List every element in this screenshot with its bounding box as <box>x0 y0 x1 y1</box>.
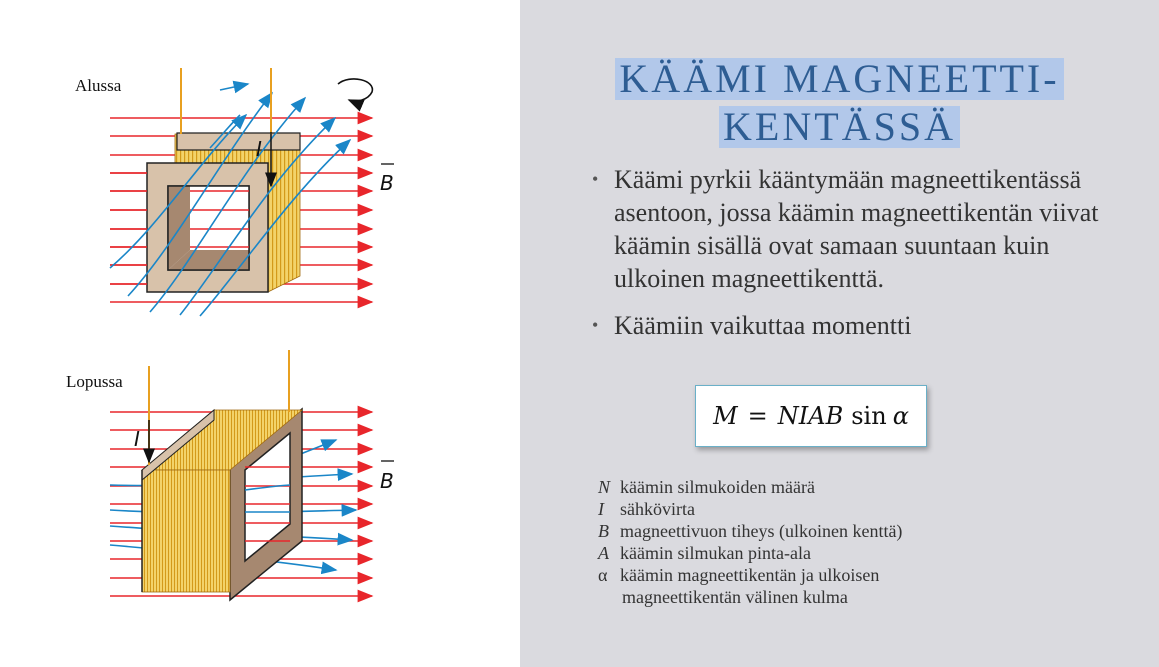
formula-vars: NIAB <box>777 402 844 430</box>
legend-text: käämin silmukoiden määrä <box>620 477 815 497</box>
legend-row <box>598 476 1118 498</box>
bottom-field-symbol: B <box>380 469 394 493</box>
legend-symbol: B <box>598 521 609 541</box>
title-line-2: KENTÄSSÄ <box>719 106 960 148</box>
bullet-dot-icon: • <box>592 169 599 189</box>
bullet-dot-icon: • <box>592 315 599 335</box>
legend-continuation: magneettikentän välinen kulma <box>622 587 848 607</box>
formula-angle: α <box>892 402 909 430</box>
torque-formula <box>695 385 927 447</box>
legend-row <box>598 564 1118 586</box>
figure-panel <box>0 0 520 667</box>
bullet-list <box>592 163 1112 356</box>
top-figure <box>110 68 394 316</box>
formula-sin: sin <box>851 402 887 430</box>
coil-diagram <box>0 0 520 667</box>
formula-equals: = <box>747 402 768 430</box>
bullet-text: Käämiin vaikuttaa momentti <box>614 311 912 340</box>
legend-text: käämin silmukan pinta-ala <box>620 543 811 563</box>
legend-symbol: A <box>598 543 609 563</box>
legend-row <box>598 542 1118 564</box>
legend-symbol: N <box>598 477 611 497</box>
title-line-1: KÄÄMI MAGNEETTI- <box>615 58 1063 100</box>
legend-symbol: I <box>598 499 604 519</box>
legend-row <box>598 498 1118 520</box>
top-field-symbol: B <box>380 171 394 195</box>
bottom-figure-label: Lopussa <box>66 372 123 391</box>
bottom-figure <box>110 350 394 600</box>
legend-text: sähkövirta <box>620 499 695 519</box>
bullet-text: Käämi pyrkii kääntymään magneettikentässä asentoon, jossa käämin magneettikentän viivat käämin sisällä ovat samaan suuntaan kuin ulkoinen magneettikenttä. <box>614 165 1099 293</box>
top-figure-label: Alussa <box>75 76 122 95</box>
bullet-item <box>592 309 1112 342</box>
symbol-legend <box>598 476 1118 608</box>
top-current-symbol: I <box>256 137 262 161</box>
formula-lhs: M <box>713 402 738 430</box>
slide-title <box>520 58 1159 154</box>
legend-symbol: α <box>598 565 608 585</box>
legend-text: magneettivuon tiheys (ulkoinen kenttä) <box>620 521 903 541</box>
bottom-current-symbol: I <box>134 427 140 451</box>
rotation-arrow-icon <box>338 79 372 101</box>
legend-row <box>598 520 1118 542</box>
bullet-item <box>592 163 1112 295</box>
legend-text: käämin magneettikentän ja ulkoisen <box>620 565 880 585</box>
